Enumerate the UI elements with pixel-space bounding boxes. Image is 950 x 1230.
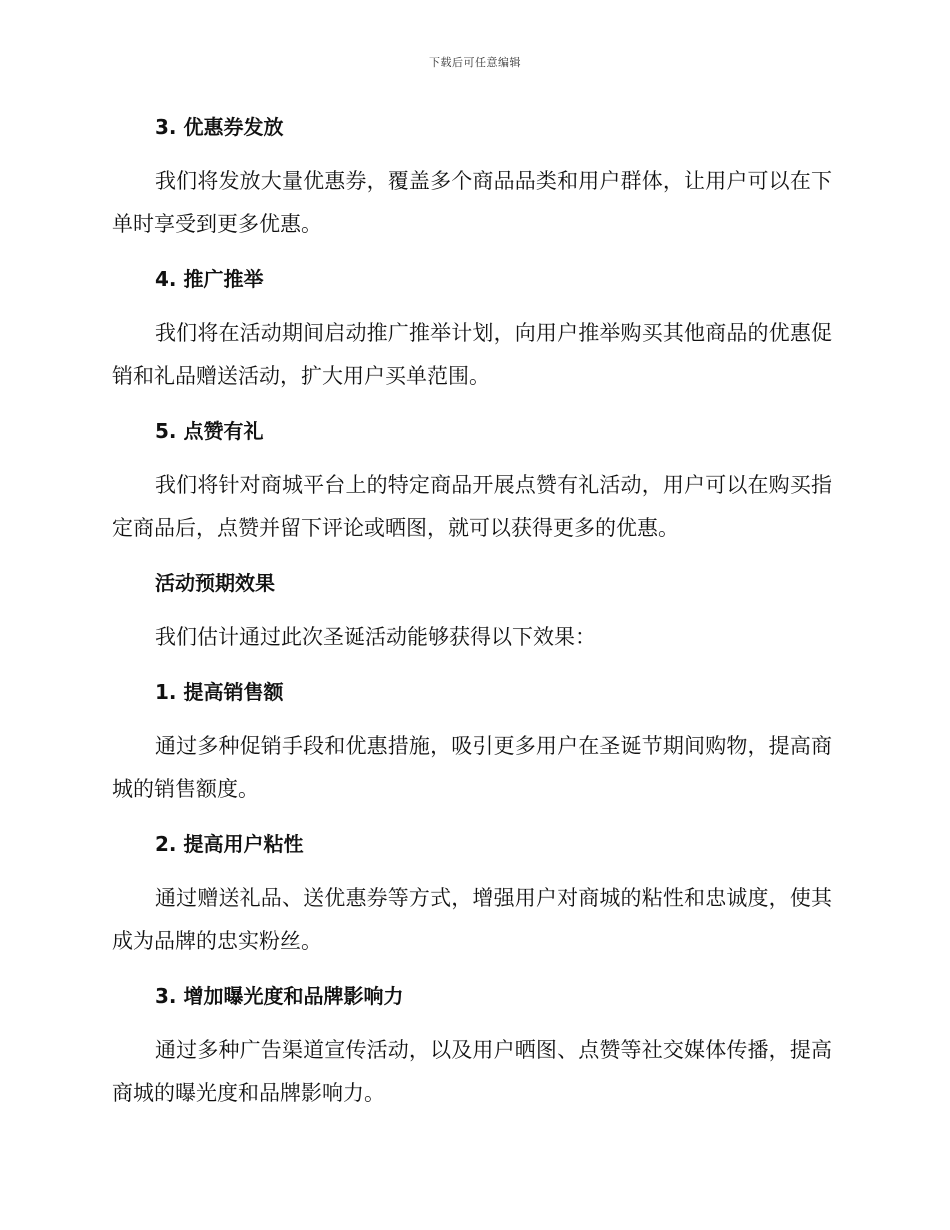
section-paragraph-sales: 通过多种促销手段和优惠措施，吸引更多用户在圣诞节期间购物，提高商城的销售额度。 xyxy=(112,734,832,801)
section-paragraph-promotion: 我们将在活动期间启动推广推举计划，向用户推举购买其他商品的优惠促销和礼品赠送活动，扩大用户买单范围。 xyxy=(112,321,832,388)
section-heading-likes: 5. 点赞有礼 xyxy=(155,419,264,443)
section-heading-coupons: 3. 优惠券发放 xyxy=(155,115,284,139)
section-heading-expected-results: 活动预期效果 xyxy=(155,571,275,595)
section-heading-brand: 3. 增加曝光度和品牌影响力 xyxy=(155,984,404,1008)
section-heading-stickiness: 2. 提高用户粘性 xyxy=(155,832,304,856)
section-heading-sales: 1. 提高销售额 xyxy=(155,680,284,704)
section-paragraph-coupons: 我们将发放大量优惠券，覆盖多个商品品类和用户群体，让用户可以在下单时享受到更多优惠。 xyxy=(112,169,832,236)
section-paragraph-likes: 我们将针对商城平台上的特定商品开展点赞有礼活动，用户可以在购买指定商品后，点赞并留下评论或晒图，就可以获得更多的优惠。 xyxy=(112,473,832,540)
document-body xyxy=(112,108,832,1115)
header-note: 下载后可任意编辑 xyxy=(429,56,521,69)
section-paragraph-expected-results: 我们估计通过此次圣诞活动能够获得以下效果： xyxy=(155,625,596,649)
section-paragraph-brand: 通过多种广告渠道宣传活动，以及用户晒图、点赞等社交媒体传播，提高商城的曝光度和品牌影响力。 xyxy=(112,1038,832,1105)
section-heading-promotion: 4. 推广推举 xyxy=(155,267,264,291)
section-paragraph-stickiness: 通过赠送礼品、送优惠券等方式，增强用户对商城的粘性和忠诚度，使其成为品牌的忠实粉丝。 xyxy=(112,886,832,953)
